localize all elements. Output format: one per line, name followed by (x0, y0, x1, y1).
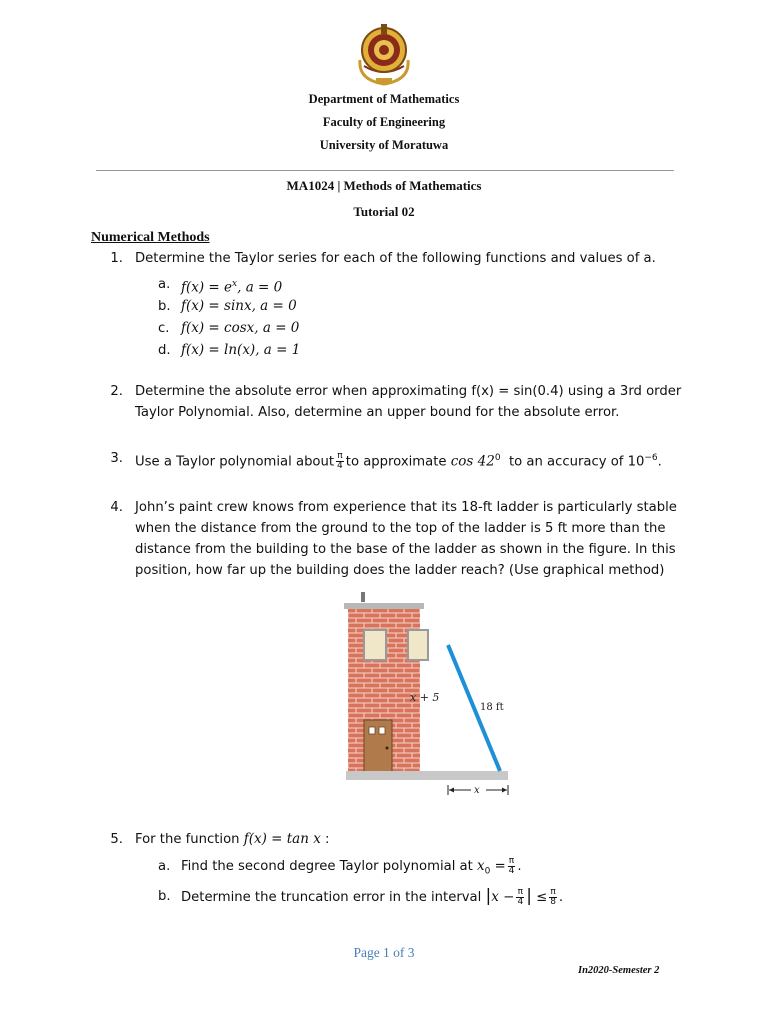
part-label: d. (158, 343, 171, 358)
question-text-line: Determine the absolute error when approximating f(x) = sin(0.4) using a 3rd order (135, 384, 682, 399)
question-text-line: when the distance from the ground to the top of the ladder is 5 ft more than the (135, 521, 666, 536)
window-left (364, 630, 386, 660)
university-name: University of Moratuwa (319, 138, 449, 152)
question-text: For the function f(x) = tan x : (135, 831, 330, 847)
university-crest-icon (356, 20, 412, 88)
question-text-line: John’s paint crew knows from experience that its 18-ft ladder is particularly stable (135, 500, 677, 515)
height-label: x + 5 (410, 691, 440, 704)
question-text-line: distance from the building to the base of the ladder as shown in the figure. In this (135, 542, 676, 557)
part-label: c. (158, 321, 170, 336)
part-text: Find the second degree Taylor polynomial at $x_0$ = $\frac{\pi}{4}$ . (181, 855, 522, 877)
part-expression: f(x) = cosx, a = 0 (181, 320, 300, 336)
section-title: Numerical Methods (91, 230, 210, 245)
part-text: Determine the truncation error in the interval |x − $\frac{\pi}{4}$ | ≤ $\frac{\pi}{8}$ . (181, 886, 564, 907)
question-text: Determine the Taylor series for each of the following functions and values of a. (135, 251, 656, 266)
part-label: a. (158, 277, 171, 292)
question-number: 1. (110, 251, 123, 266)
tutorial-title: Tutorial 02 (353, 204, 415, 219)
question-number: 5. (110, 832, 123, 847)
question-text-line: position, how far up the building does the ladder reach? (Use graphical method) (135, 563, 665, 578)
part-label: a. (158, 859, 171, 874)
course-title: MA1024 | Methods of Mathematics (286, 178, 482, 193)
door (364, 720, 392, 772)
chimney (361, 592, 365, 602)
ladder-building-figure (340, 588, 520, 800)
roof-ledge (344, 603, 424, 609)
faculty-name: Faculty of Engineering (322, 115, 446, 129)
ground (346, 771, 508, 780)
question-text-line: Taylor Polynomial. Also, determine an upper bound for the absolute error. (135, 405, 620, 420)
part-label: b. (158, 889, 171, 904)
ladder-length-label: 18 ft (480, 702, 504, 713)
window-right (408, 630, 428, 660)
part-expression: f(x) = sinx, a = 0 (181, 298, 297, 314)
question-number: 2. (110, 384, 123, 399)
part-expression: f(x) = ln(x), a = 1 (181, 342, 301, 358)
part-label: b. (158, 299, 171, 314)
department-name: Department of Mathematics (308, 92, 460, 106)
question-text: Use a Taylor polynomial about $\frac{\pi}{4}$ to approximate $\cos 42^0$ to an accuracy of $10^{-6}$. (135, 450, 662, 471)
part-expression: $f(x) = e^x$, a = 0 (181, 279, 283, 296)
base-label: x (474, 785, 480, 796)
header-divider (96, 170, 674, 171)
question-number: 4. (110, 500, 123, 515)
question-number: 3. (110, 451, 123, 466)
page-number: Page 1 of 3 (353, 945, 415, 960)
semester-label: In2020-Semester 2 (578, 965, 660, 976)
